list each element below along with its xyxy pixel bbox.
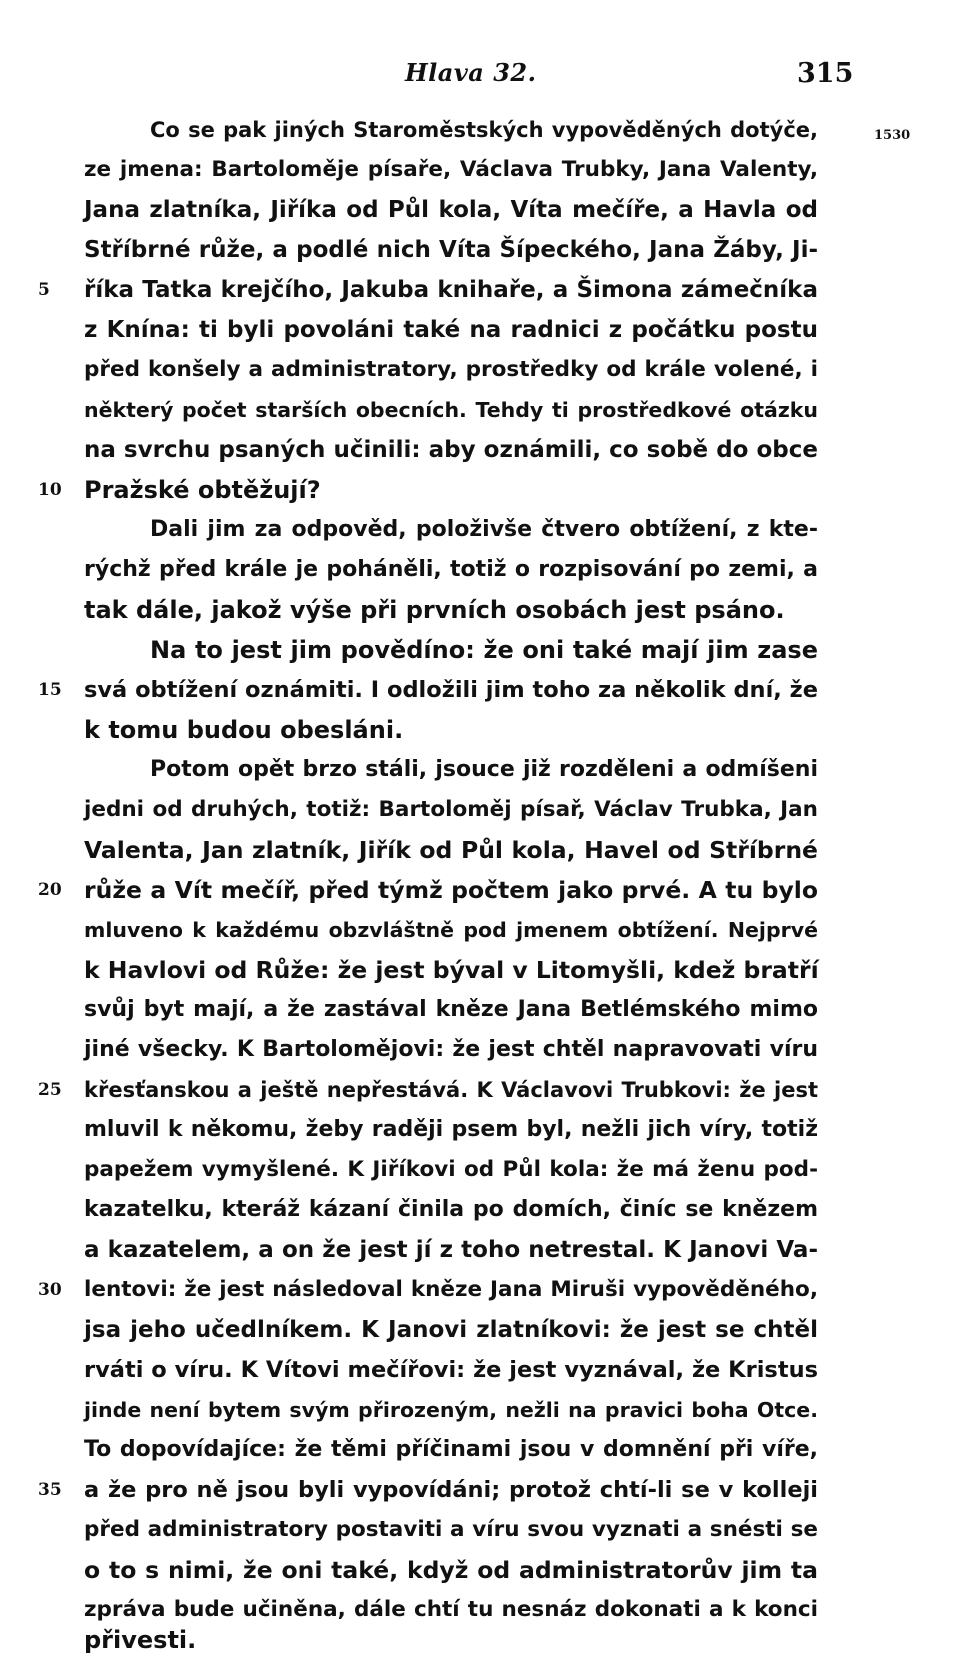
text-line: lentovi: že jest následoval kněze Jana Miruši vypověděného,	[84, 1277, 818, 1302]
text-line: svá obtížení oznámiti. I odložili jim toho za několik dní, že	[84, 677, 819, 703]
text-line: ze jmena: Bartoloměje písaře, Václava Trubky, Jana Valenty,	[84, 157, 818, 182]
line-number: 20	[38, 880, 62, 900]
text-line: k Havlovi od Růže: že jest býval v Litomyšli, kdež bratří	[84, 956, 819, 984]
text-line: o to s nimi, že oni také, když od administratorův jim ta	[84, 1556, 818, 1584]
text-line: rýchž před krále je poháněli, totiž o rozpisování po zemi, a	[84, 557, 818, 582]
chapter-title: Hlava 32.	[405, 58, 537, 87]
text-line: To dopovídajíce: že těmi příčinami jsou v domnění při víře,	[84, 1437, 818, 1462]
text-line: Na to jest jim povědíno: že oni také mají jim zase	[150, 636, 818, 664]
text-line: jedni od druhých, totiž: Bartoloměj písař, Václav Trubka, Jan	[84, 797, 818, 822]
text-line: jiné všecky. K Bartolomějovi: že jest chtěl napravovati víru	[84, 1037, 818, 1062]
year-margin-note: 1530	[874, 128, 911, 143]
text-line: z Knína: ti byli povoláni také na radnici z počátku postu	[84, 317, 818, 343]
text-line: mluveno k každému obzvláštně pod jmenem obtížení. Nejprvé	[84, 918, 818, 942]
text-line: Jana zlatníka, Jiříka od Půl kola, Víta mečíře, a Havla od	[84, 197, 818, 223]
text-line: kazatelku, kteráž kázaní činila po domích, činíc se knězem	[84, 1197, 818, 1222]
text-line: zpráva bude učiněna, dále chtí tu nesnáz dokonati a k konci	[84, 1597, 818, 1622]
text-line: rváti o víru. K Vítovi mečířovi: že jest vyznával, že Kristus	[84, 1357, 818, 1383]
text-line: papežem vymyšlené. K Jiříkovi od Půl kola: že má ženu pod-	[84, 1157, 818, 1182]
text-line: Dali jim za odpověd, položivše čtvero obtížení, z kte-	[150, 517, 818, 542]
text-line: přivesti.	[84, 1626, 197, 1654]
line-number: 15	[38, 680, 62, 700]
text-line: před konšely a administratory, prostředky od krále volené, i	[84, 357, 818, 382]
text-line: Valenta, Jan zlatník, Jiřík od Půl kola, Havel od Stříbrné	[84, 836, 818, 864]
text-line: před administratory postaviti a víru svou vyznati a snésti se	[84, 1517, 818, 1542]
text-line: Potom opět brzo stáli, jsouce již rozděleni a odmíšeni	[150, 757, 818, 782]
line-number: 35	[38, 1480, 62, 1500]
text-line: na svrchu psaných učinili: aby oznámili, co sobě do obce	[84, 437, 818, 463]
text-line: k tomu budou obesláni.	[84, 716, 404, 744]
text-line: říka Tatka krejčího, Jakuba knihaře, a Šimona zámečníka	[84, 277, 818, 303]
text-line: Pražské obtěžují?	[84, 476, 321, 504]
text-line: a že pro ně jsou byli vypovídáni; protož chtí-li se v kolleji	[84, 1477, 818, 1503]
line-number: 10	[38, 480, 62, 500]
line-number: 30	[38, 1280, 62, 1300]
text-line: některý počet starších obecních. Tehdy ti prostředkové otázku	[84, 398, 818, 422]
line-number: 25	[38, 1080, 62, 1100]
text-line: Co se pak jiných Staroměstských vypověděných dotýče,	[150, 118, 818, 142]
text-line: růže a Vít mečíř, před týmž počtem jako prvé. A tu bylo	[84, 876, 818, 904]
text-line: jinde není bytem svým přirozeným, nežli na pravici boha Otce.	[84, 1398, 818, 1422]
text-line: jsa jeho učedlníkem. K Janovi zlatníkovi: že jest se chtěl	[84, 1317, 818, 1343]
text-line: a kazatelem, a on že jest jí z toho netrestal. K Janovi Va-	[84, 1237, 818, 1263]
text-line: křesťanskou a ještě nepřestává. K Václavovi Trubkovi: že jest	[84, 1078, 818, 1102]
text-line: svůj byt mají, a že zastával kněze Jana Betlémského mimo	[84, 997, 818, 1022]
text-line: mluvil k někomu, žeby raději psem byl, nežli jich víry, totiž	[84, 1117, 818, 1142]
text-line: tak dále, jakož výše při prvních osobách jest psáno.	[84, 596, 785, 624]
text-line: Stříbrné růže, a podlé nich Víta Šípeckého, Jana Žáby, Ji-	[84, 237, 818, 263]
line-number: 5	[38, 280, 50, 300]
page-number: 315	[797, 58, 854, 89]
